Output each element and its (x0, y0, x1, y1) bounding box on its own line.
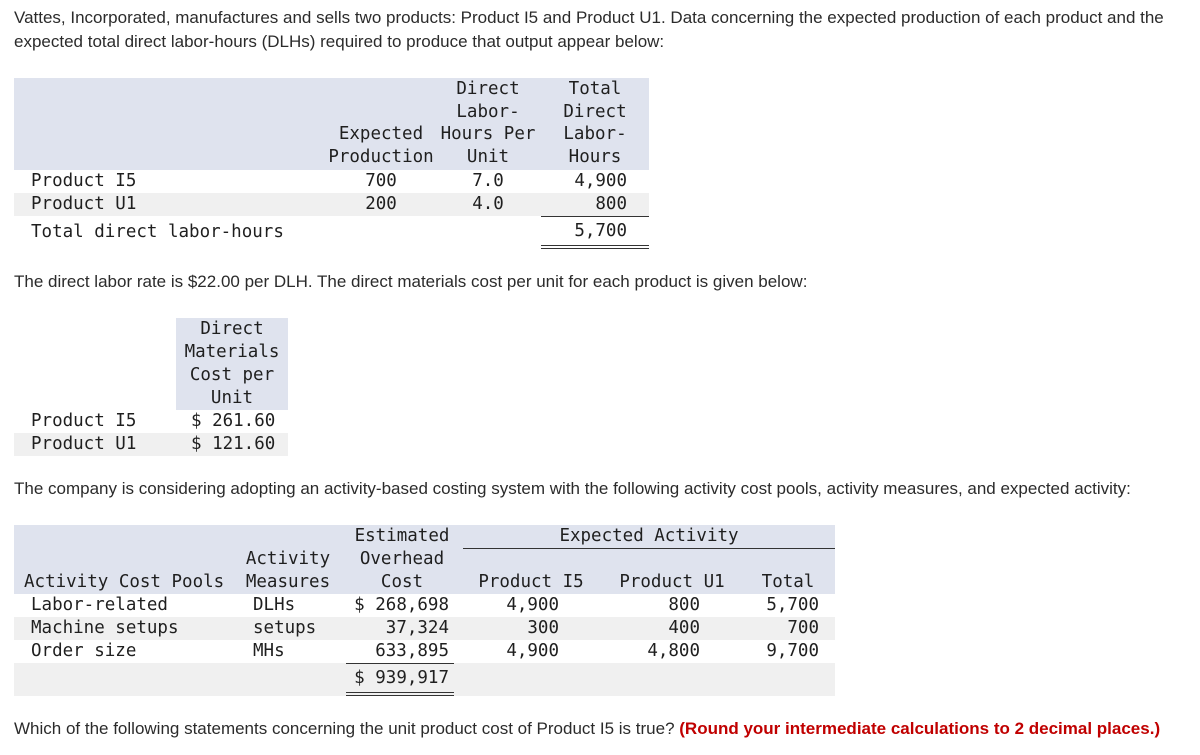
total-dlh-value: 5,700 (574, 221, 627, 241)
i5-labor: 4,900 (506, 595, 559, 615)
i5-header: Product I5 (478, 572, 584, 592)
row-label-i5: Product I5 (31, 171, 137, 191)
u1-order-size: 4,800 (647, 641, 700, 661)
u1-setups: 400 (668, 618, 700, 638)
row-label-u1: Product U1 (31, 194, 137, 214)
measures-header-measures: Measures (245, 572, 331, 592)
pool-labor: Labor-related (31, 595, 168, 615)
subtotal-rule (541, 216, 649, 217)
pools-header: Activity Cost Pools (24, 572, 225, 592)
cost-labor: $ 268,698 (354, 595, 449, 615)
measures-header-activity: Activity (245, 549, 331, 569)
total-label: Total direct labor-hours (31, 222, 284, 242)
total-overhead-cost: $ 939,917 (354, 668, 449, 688)
total-labor: 5,700 (766, 595, 819, 615)
dm-value-u1: $ 121.60 (191, 434, 276, 454)
header-expected: Expected (338, 124, 424, 144)
header-direct: Direct (456, 79, 520, 99)
cost-total-double-rule (346, 692, 454, 696)
measure-order-size: MHs (253, 641, 285, 661)
abc-intro-text: The company is considering adopting an activity-based costing system with the following activity cost pools, activity measures, and expected activity: (14, 479, 1131, 498)
question (14, 717, 1186, 741)
dm-label-i5: Product I5 (31, 411, 137, 431)
header-labor: Labor- (456, 102, 520, 122)
total-order-size: 9,700 (766, 641, 819, 661)
header-hours-per: Hours Per (440, 124, 536, 144)
pool-setups: Machine setups (31, 618, 179, 638)
dm-header-cost-per: Cost per (189, 365, 275, 385)
production-i5: 700 (365, 171, 397, 191)
header-production: Production (328, 147, 434, 167)
u1-labor: 800 (668, 595, 700, 615)
header-total-labor: Labor- (563, 124, 627, 144)
production-u1: 200 (365, 194, 397, 214)
header-total: Total (568, 79, 622, 99)
cost-order-size: 633,895 (375, 641, 449, 661)
i5-setups: 300 (527, 618, 559, 638)
dm-value-i5: $ 261.60 (191, 411, 276, 431)
labor-rate-text: The direct labor rate is $22.00 per DLH. The direct materials cost per unit for each product is given below: (14, 272, 808, 291)
intro-text: Vattes, Incorporated, manufactures and sells two products: Product I5 and Product U1. Data concerning the expected production of each product and the expected total direct labor-hours (DLHs) required to produce that output appear below: (14, 8, 1164, 51)
question-text: Which of the following statements concerning the unit product cost of Product I5 is true? (14, 719, 675, 738)
header-total-direct: Direct (563, 102, 627, 122)
dm-header-unit: Unit (210, 388, 254, 408)
total-dlh-i5: 4,900 (574, 171, 627, 191)
total-double-rule (541, 245, 649, 249)
dlh-per-unit-u1: 4.0 (472, 194, 504, 214)
u1-header: Product U1 (619, 572, 725, 592)
oh-header-cost: Cost (380, 572, 424, 592)
oh-header-overhead: Overhead (359, 549, 445, 569)
cost-subtotal-rule (346, 663, 454, 664)
cost-setups: 37,324 (385, 618, 449, 638)
total-dlh-u1: 800 (595, 194, 627, 214)
dlh-per-unit-i5: 7.0 (472, 171, 504, 191)
question-note: (Round your intermediate calculations to 2 decimal places.) (679, 719, 1161, 738)
i5-order-size: 4,900 (506, 641, 559, 661)
expected-activity-rule (463, 548, 835, 549)
pool-order-size: Order size (31, 641, 137, 661)
expected-activity-header: Expected Activity (559, 526, 739, 546)
oh-header-estimated: Estimated (354, 526, 450, 546)
dm-header-direct: Direct (200, 319, 264, 339)
measure-labor: DLHs (253, 595, 296, 615)
dm-header-materials: Materials (184, 342, 280, 362)
header-unit: Unit (466, 147, 510, 167)
total-header: Total (761, 572, 815, 592)
dm-label-u1: Product U1 (31, 434, 137, 454)
header-total-hours: Hours (568, 147, 622, 167)
total-setups: 700 (787, 618, 819, 638)
measure-setups: setups (253, 618, 317, 638)
